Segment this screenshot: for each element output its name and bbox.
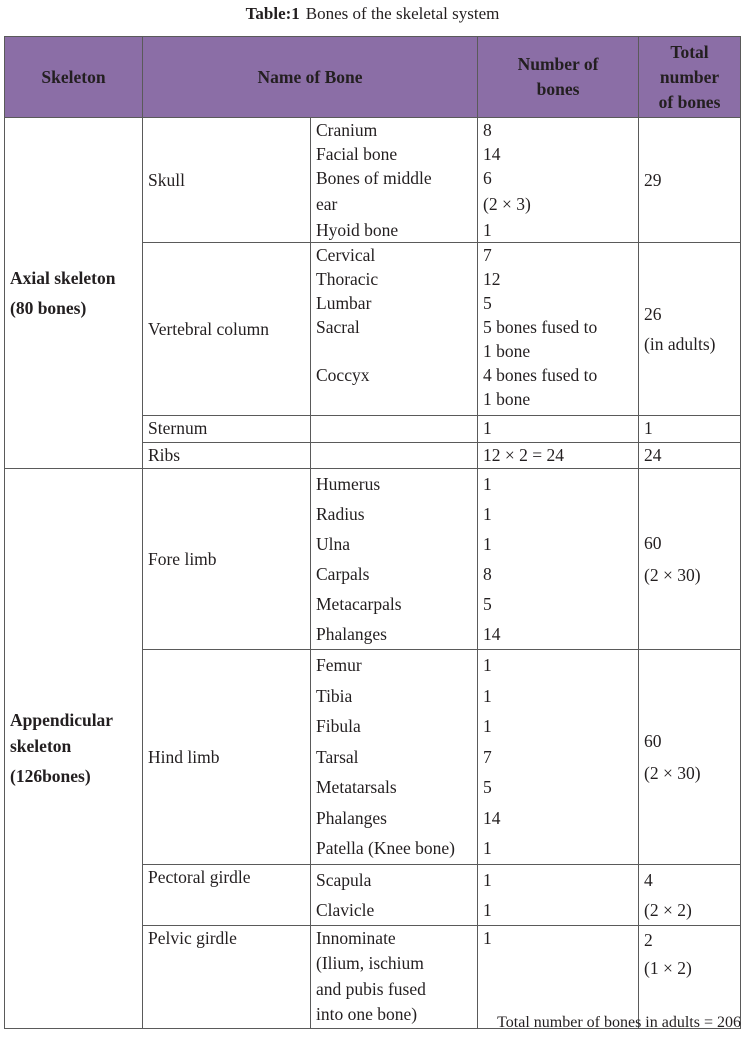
- bone-name: Lumbar: [316, 293, 372, 313]
- bone-number: 5: [483, 293, 492, 313]
- total-sternum: 1: [639, 416, 741, 443]
- bone-name: ear: [316, 194, 338, 214]
- numbers-pelvic: [478, 925, 639, 1028]
- header-number-line: Number of: [517, 54, 599, 74]
- bone-name: Clavicle: [316, 899, 375, 920]
- group-axial-skeleton: [5, 118, 143, 469]
- bone-number: 5 bones fused to: [483, 317, 598, 337]
- total-value: (2 × 30): [644, 565, 701, 585]
- bone-number: 1: [483, 685, 492, 706]
- part-hind-limb: Hind limb: [143, 650, 311, 865]
- bone-number: 7: [483, 245, 492, 265]
- bone-name: Metacarpals: [316, 594, 402, 614]
- bone-number: 1: [483, 534, 492, 554]
- bone-number: 6: [483, 168, 492, 188]
- total-value: (2 × 30): [644, 762, 701, 783]
- bones-hind-limb: [311, 650, 478, 865]
- header-total-line: number: [659, 66, 720, 87]
- bone-number: 5: [483, 777, 492, 797]
- group-appendicular-line: (126bones): [10, 766, 91, 787]
- bone-name: into one bone): [316, 1004, 418, 1024]
- bone-name: Scapula: [316, 869, 372, 890]
- bone-number: 1: [483, 655, 492, 675]
- header-number-of-bones: [478, 37, 639, 118]
- bone-number: 1: [483, 474, 492, 494]
- bones-pelvic: [311, 925, 478, 1028]
- number-ribs: 12 × 2 = 24: [478, 443, 639, 469]
- bone-name: Phalanges: [316, 807, 387, 828]
- total-pectoral: [639, 864, 741, 925]
- numbers-skull: [478, 118, 639, 243]
- bones-ribs-empty: [311, 443, 478, 469]
- part-sternum: Sternum: [143, 416, 311, 443]
- header-total-line: Total: [670, 41, 709, 62]
- bone-name: Hyoid bone: [316, 220, 399, 240]
- total-value: 60: [644, 533, 662, 553]
- group-appendicular-line: Appendicular: [10, 710, 114, 731]
- bone-number: 8: [483, 120, 492, 140]
- bone-name: and pubis fused: [316, 978, 426, 999]
- part-skull: Skull: [143, 118, 311, 243]
- bone-number: 1: [483, 220, 492, 240]
- bone-number: 7: [483, 746, 492, 767]
- bone-name: Fibula: [316, 716, 361, 736]
- header-number-line: bones: [536, 79, 580, 99]
- bone-name: Innominate: [316, 927, 396, 948]
- table-row-skull: [5, 118, 741, 243]
- header-skeleton: Skeleton: [5, 37, 143, 118]
- bone-name: Metatarsals: [316, 777, 397, 797]
- bone-number: 12: [483, 269, 501, 289]
- bone-name: Femur: [316, 655, 362, 675]
- bones-sternum-empty: [311, 416, 478, 443]
- number-sternum: 1: [478, 416, 639, 443]
- table-row-fore-limb: [5, 469, 741, 650]
- header-row: [5, 37, 741, 118]
- total-pelvic: [639, 925, 741, 1028]
- group-appendicular-line: skeleton: [10, 736, 72, 757]
- part-fore-limb: Fore limb: [143, 469, 311, 650]
- total-bones-footnote: Total number of bones in adults = 206: [497, 1014, 741, 1031]
- part-ribs: Ribs: [143, 443, 311, 469]
- bone-number: (2 × 3): [483, 194, 531, 214]
- bone-name: Cervical: [316, 245, 376, 265]
- bone-name: Carpals: [316, 564, 370, 584]
- bone-name: Tarsal: [316, 746, 359, 767]
- total-value: 26: [644, 304, 662, 324]
- total-value: (in adults): [644, 334, 716, 354]
- bone-number: 4 bones fused to: [483, 365, 598, 385]
- table-caption: [0, 4, 745, 24]
- bone-name: Facial bone: [316, 144, 398, 164]
- part-pelvic-girdle: Pelvic girdle: [143, 925, 311, 1028]
- total-vertebral: [639, 243, 741, 416]
- bones-fore-limb: [311, 469, 478, 650]
- bone-number: 14: [483, 807, 501, 828]
- group-axial-line: (80 bones): [10, 298, 87, 318]
- group-appendicular-skeleton: [5, 469, 143, 1029]
- bone-name: (Ilium, ischium: [316, 953, 424, 973]
- total-value: 2: [644, 929, 653, 950]
- total-hind-limb: [639, 650, 741, 865]
- bones-table: [4, 36, 741, 1029]
- bone-number: 1: [483, 504, 492, 524]
- bone-number: 14: [483, 144, 501, 164]
- header-total-line: of bones: [658, 91, 721, 112]
- bone-number: 5: [483, 594, 492, 614]
- bone-number: 1: [483, 899, 492, 920]
- bone-name: Humerus: [316, 474, 381, 494]
- bone-name: Sacral: [316, 317, 360, 337]
- bone-number: 1 bone: [483, 341, 531, 361]
- total-skull: [639, 118, 741, 243]
- bones-pectoral: [311, 864, 478, 925]
- bone-name: Patella (Knee bone): [316, 838, 455, 858]
- bone-name: Thoracic: [316, 269, 379, 289]
- part-vertebral-column: Vertebral column: [143, 243, 311, 416]
- total-fore-limb: [639, 469, 741, 650]
- numbers-vertebral: [478, 243, 639, 416]
- bone-number: 1: [483, 716, 492, 736]
- group-axial-line: Axial skeleton: [10, 268, 116, 288]
- total-value: 4: [644, 869, 653, 890]
- total-ribs: 24: [639, 443, 741, 469]
- bone-name: Tibia: [316, 685, 353, 706]
- header-name-of-bone: Name of Bone: [143, 37, 478, 118]
- total-value: 29: [644, 170, 662, 190]
- bones-vertebral: [311, 243, 478, 416]
- bone-number: 8: [483, 564, 492, 584]
- numbers-hind-limb: [478, 650, 639, 865]
- bone-number: 14: [483, 624, 501, 644]
- bone-name: Cranium: [316, 120, 378, 140]
- header-total-bones: [639, 37, 741, 118]
- total-value: (2 × 2): [644, 899, 692, 920]
- caption-label: Table:1: [245, 4, 300, 23]
- bone-number: 1 bone: [483, 389, 531, 409]
- bone-name: Coccyx: [316, 365, 370, 385]
- bone-name: Radius: [316, 504, 365, 524]
- bone-number: 1: [483, 869, 492, 890]
- caption-text: Bones of the skeletal system: [305, 4, 500, 23]
- numbers-pectoral: [478, 864, 639, 925]
- bone-name: Bones of middle: [316, 168, 432, 188]
- bone-name: Phalanges: [316, 624, 387, 644]
- bone-number: 1: [483, 838, 492, 858]
- bone-name-spacer: [316, 339, 472, 363]
- part-pectoral-girdle: Pectoral girdle: [143, 864, 311, 925]
- total-value: (1 × 2): [644, 957, 692, 978]
- numbers-fore-limb: [478, 469, 639, 650]
- bone-name: Ulna: [316, 534, 351, 554]
- bone-number: 1: [483, 927, 492, 948]
- total-value: 60: [644, 730, 662, 751]
- bones-skull: [311, 118, 478, 243]
